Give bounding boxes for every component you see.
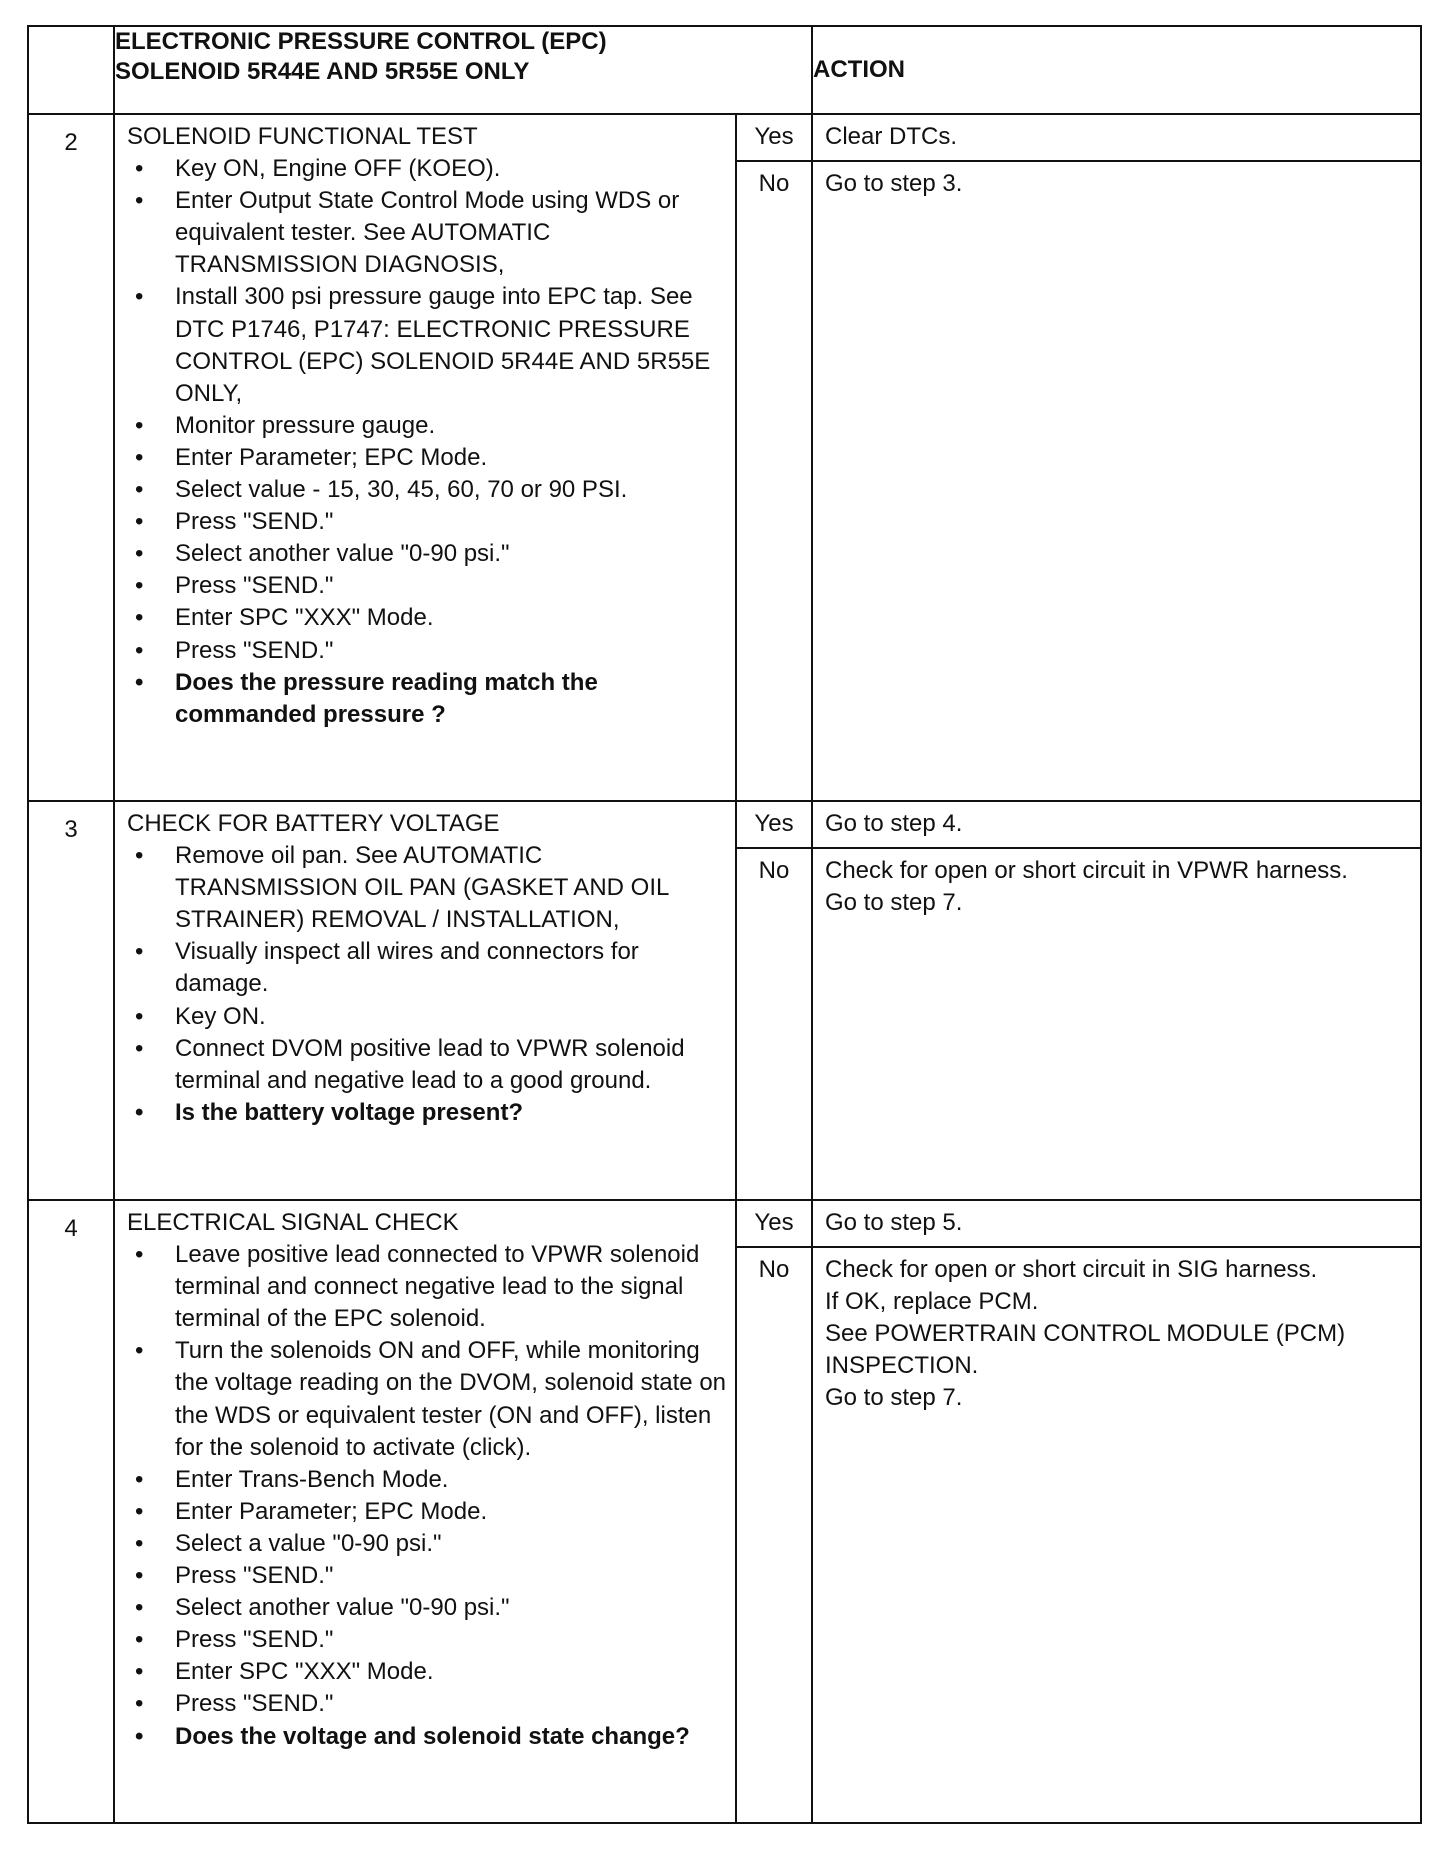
action-line: See POWERTRAIN CONTROL MODULE (PCM) INSPECTION. (825, 1320, 1346, 1379)
step-4-yes-action: Go to step 5. (812, 1200, 1421, 1247)
step-2-test (114, 114, 736, 801)
step-2-no-label: No (736, 161, 812, 801)
list-item: • Turn the solenoids ON and OFF, while monitoring the voltage reading on the DVOM, solenoid state on the WDS or equivalent tester (ON and OFF), listen for the solenoid to activate (click). (127, 1335, 727, 1463)
header-step-cell (28, 26, 114, 114)
step-3-yes-row (28, 801, 1421, 848)
step-4-no-label: No (736, 1247, 812, 1823)
list-item: • Select value - 15, 30, 45, 60, 70 or 90 PSI. (127, 474, 727, 506)
list-item: • Enter SPC "XXX" Mode. (127, 602, 727, 634)
action-line: Go to step 3. (825, 170, 963, 197)
diagnostic-table (27, 25, 1422, 1824)
list-item: • Press "SEND." (127, 506, 727, 538)
step-3-yes-label: Yes (736, 801, 812, 848)
step-4-number: 4 (28, 1200, 114, 1823)
header-title-line2: SOLENOID 5R44E AND 5R55E ONLY (115, 58, 530, 85)
list-item: • Select another value "0-90 psi." (127, 538, 727, 570)
step-3-yes-action: Go to step 4. (812, 801, 1421, 848)
step-2-yes-row (28, 114, 1421, 161)
list-item: • Select a value "0-90 psi." (127, 1528, 727, 1560)
list-item: • Select another value "0-90 psi." (127, 1592, 727, 1624)
step-2-number: 2 (28, 114, 114, 801)
step-4-yes-row (28, 1200, 1421, 1247)
step-3-question: • Is the battery voltage present? (127, 1097, 727, 1129)
step-3-bullets (127, 840, 727, 1129)
step-2-yes-action: Clear DTCs. (812, 114, 1421, 161)
step-2-title: SOLENOID FUNCTIONAL TEST (127, 123, 478, 150)
list-item: • Install 300 psi pressure gauge into EPC tap. See DTC P1746, P1747: ELECTRONIC PRESSURE CONTROL (EPC) SOLENOID 5R44E AND 5R55E ONLY, (127, 281, 727, 409)
step-3-number: 3 (28, 801, 114, 1200)
list-item: • Monitor pressure gauge. (127, 410, 727, 442)
list-item: • Press "SEND." (127, 570, 727, 602)
list-item: • Remove oil pan. See AUTOMATIC TRANSMISSION OIL PAN (GASKET AND OIL STRAINER) REMOVAL / INSTALLATION, (127, 840, 727, 936)
step-2-no-action (812, 161, 1421, 801)
action-line: Check for open or short circuit in VPWR harness. (825, 857, 1348, 884)
step-4-yes-label: Yes (736, 1200, 812, 1247)
list-item: • Enter Trans-Bench Mode. (127, 1464, 727, 1496)
action-line: If OK, replace PCM. (825, 1288, 1039, 1315)
list-item: • Press "SEND." (127, 1688, 727, 1720)
step-4-bullets (127, 1239, 727, 1753)
step-3-test (114, 801, 736, 1200)
list-item: • Key ON. (127, 1001, 727, 1033)
list-item: • Enter SPC "XXX" Mode. (127, 1656, 727, 1688)
list-item: • Enter Output State Control Mode using WDS or equivalent tester. See AUTOMATIC TRANSMISSION DIAGNOSIS, (127, 185, 727, 281)
action-line: Go to step 7. (825, 889, 963, 916)
list-item: • Visually inspect all wires and connectors for damage. (127, 936, 727, 1000)
step-2-yes-label: Yes (736, 114, 812, 161)
action-line: Check for open or short circuit in SIG harness. (825, 1256, 1318, 1283)
list-item: • Press "SEND." (127, 635, 727, 667)
list-item: • Connect DVOM positive lead to VPWR solenoid terminal and negative lead to a good ground. (127, 1033, 727, 1097)
list-item: • Enter Parameter; EPC Mode. (127, 1496, 727, 1528)
step-3-no-action (812, 848, 1421, 1200)
step-2-bullets (127, 153, 727, 731)
step-4-title: ELECTRICAL SIGNAL CHECK (127, 1209, 459, 1236)
step-3-no-label: No (736, 848, 812, 1200)
list-item: • Press "SEND." (127, 1560, 727, 1592)
header-title-line1: ELECTRONIC PRESSURE CONTROL (EPC) (115, 28, 607, 55)
step-4-test (114, 1200, 736, 1823)
step-3-title: CHECK FOR BATTERY VOLTAGE (127, 810, 500, 837)
header-title (114, 26, 812, 114)
header-row (28, 26, 1421, 114)
list-item: • Press "SEND." (127, 1624, 727, 1656)
list-item: • Key ON, Engine OFF (KOEO). (127, 153, 727, 185)
list-item: • Leave positive lead connected to VPWR solenoid terminal and connect negative lead to the signal terminal of the EPC solenoid. (127, 1239, 727, 1335)
step-4-no-action (812, 1247, 1421, 1823)
list-item: • Enter Parameter; EPC Mode. (127, 442, 727, 474)
action-line: Go to step 7. (825, 1384, 963, 1411)
step-2-question: • Does the pressure reading match the commanded pressure ? (127, 667, 727, 731)
header-action: ACTION (812, 26, 1421, 114)
step-4-question: • Does the voltage and solenoid state change? (127, 1721, 727, 1753)
